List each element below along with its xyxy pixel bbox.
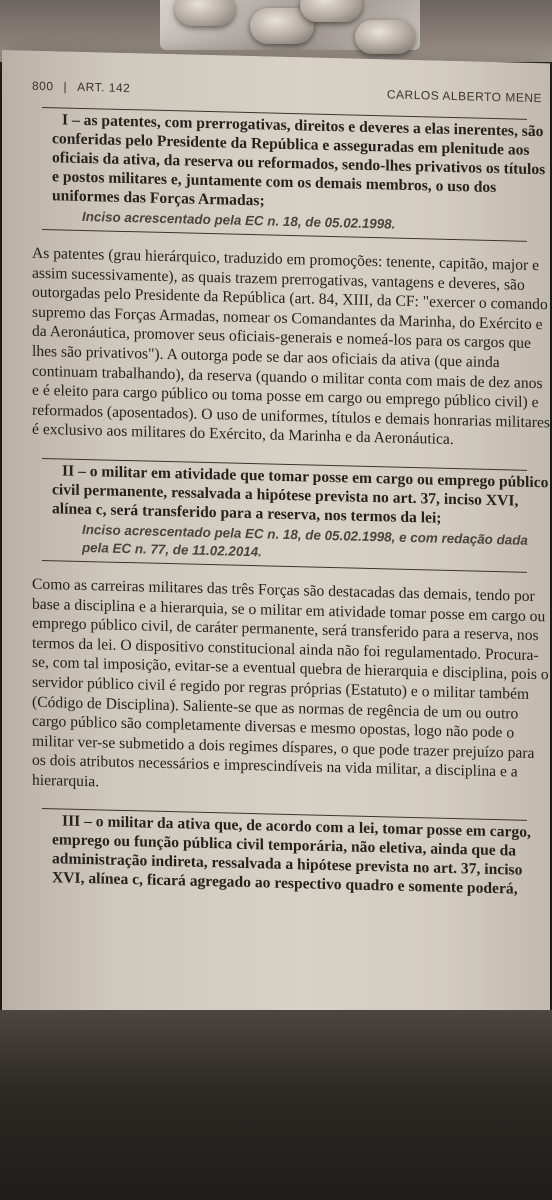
inciso-ii bbox=[32, 459, 550, 573]
commentary-ii bbox=[32, 575, 550, 803]
page-number: 800 bbox=[32, 78, 54, 94]
running-head bbox=[32, 79, 542, 105]
bottom-shadow bbox=[0, 1010, 552, 1200]
pill bbox=[175, 0, 235, 26]
inciso-note: Inciso acrescentado pela EC n. 18, de 05.02.1998, e com redação dada pela EC n. 77, de 11.02.2014. bbox=[82, 521, 528, 560]
inciso-i bbox=[32, 108, 550, 242]
commentary-i bbox=[32, 244, 550, 453]
commentary-text: As patentes (grau hierárquico, traduzido em promoções: tenente, capitão, major e assim sucessivamente), as quais trazem prerrogativas, vantagens e deveres, são outorgadas pelo Presidente da República (art. 84, XIII, da CF: "exercer o comando supremo das Forças Armadas, nomear os Comandantes da Marinha, do Exército e da Aeronáutica, promover seus oficiais-generais e nomeá-los para os cargos que lhes são privativos"). A outorga pode se dar aos oficiais da ativa (que ainda continuam trabalhando), da reserva (quando o militar conta com mais de dez anos e é eleito para cargo público ou toma posse em cargo ou emprego público civil) e reformados (aposentados). O uso de uniformes, títulos e demais honrarias militares é exclusivo aos militares do Exército, da Marinha e da Aeronáutica. bbox=[32, 244, 550, 449]
pill bbox=[300, 0, 362, 22]
book-page bbox=[2, 50, 550, 1103]
pill bbox=[355, 20, 415, 54]
inciso-iii bbox=[32, 809, 550, 904]
page-content bbox=[32, 79, 550, 904]
article-label: ART. 142 bbox=[77, 79, 131, 96]
inciso-text: I – as patentes, com prerrogativas, direitos e deveres a elas inerentes, são conferidas pelo Presidente da República e asseguradas em plenitude aos oficiais da ativa, da reserva ou reformados, sendo-lhes privativos os títulos e postos militares e, juntamente com os demais membros, o uso dos uniformes das Forças Armadas; bbox=[52, 111, 546, 210]
inciso-note: Inciso acrescentado pela EC n. 18, de 05.02.1998. bbox=[82, 208, 396, 232]
header-separator: | bbox=[63, 79, 68, 94]
author-name: CARLOS ALBERTO MENE bbox=[386, 87, 542, 106]
commentary-text: Como as carreiras militares das três Forças são destacadas das demais, tendo por base a disciplina e a hierarquia, se o militar em atividade tomar posse em cargo ou emprego público civil, de caráter permanente, será transferido para a reserva, nos termos da lei. O dispositivo constitucional ainda não foi regulamentado. Procura-se, com tal imposição, evitar-se a eventual quebra de hierarquia e disciplina, pois o servidor público civil é regido por regras próprias (Estatuto) e o militar também (Código de Disciplina). Saliente-se que as normas de regência de um ou outro cargo público são completamente diversas e mesmo opostas, logo não pode o militar ver-se submetido a dois regimes díspares, o que pode trazer prejuízo para os dois atributos necessários e imprescindíveis na vida militar, a disciplina e a hierarquia. bbox=[32, 575, 549, 791]
inciso-text: III – o militar da ativa que, de acordo com a lei, tomar posse em cargo, emprego ou função pública civil temporária, não eletiva, ainda que da administração indireta, ressalvada a hipótese prevista no art. 37, inciso XVI, alínea c, ficará agregado ao respectivo quadro e somente poderá, bbox=[52, 812, 531, 899]
inciso-text: II – o militar em atividade que tomar posse em cargo ou emprego público civil permanente, ressalvada a hipótese prevista no art. 37, inciso XVI, alínea c, será transferido para a reserva, nos termos da lei; bbox=[52, 462, 549, 527]
